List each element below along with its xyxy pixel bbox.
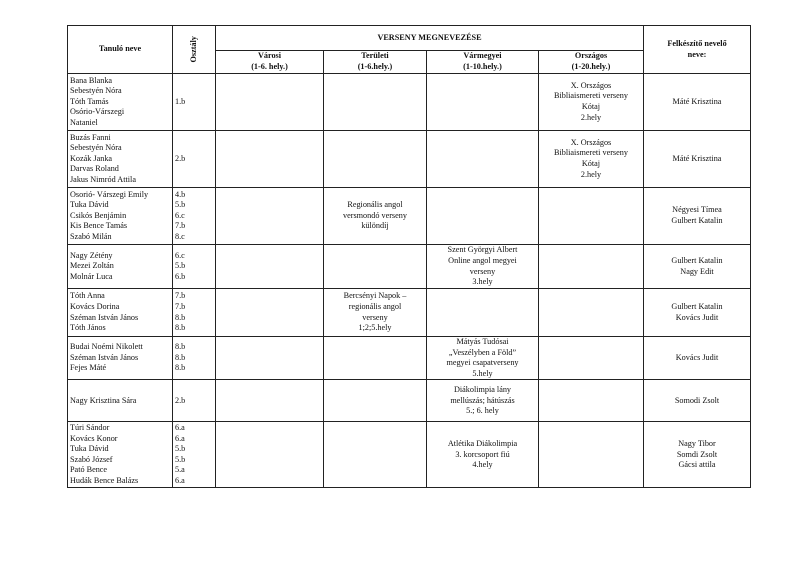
- table-row: [68, 74, 751, 131]
- teruleti-result-cell: [324, 289, 427, 337]
- orszagos-result-cell: [539, 337, 644, 380]
- cell-text-line: Kovács Judit: [675, 312, 719, 322]
- teacher-names-cell: [644, 380, 751, 422]
- cell-text-line: 1.b: [175, 96, 186, 106]
- cell-text-line: Tóth Anna: [70, 291, 105, 301]
- class-cell: [173, 188, 216, 245]
- cell-text-line: 4.hely: [472, 460, 493, 470]
- cell-text-line: Online angol megyei: [448, 255, 517, 265]
- cell-text-line: Kovács Dorina: [70, 301, 120, 311]
- varmegyei-result-cell: [427, 337, 539, 380]
- cell-text-line: Somdi Zsolt: [676, 449, 718, 459]
- orszagos-result-cell: [539, 74, 644, 131]
- cell-text-line: 8.b: [175, 363, 186, 373]
- cell-text-line: X. Országos: [570, 80, 612, 90]
- cell-text-line: regionális angol: [348, 301, 402, 311]
- cell-text-line: Kótaj: [581, 102, 601, 111]
- cell-text-line: 7.b: [175, 291, 186, 301]
- cell-text-line: Somodi Zsolt: [674, 395, 720, 405]
- varosi-result-cell: [216, 422, 324, 488]
- cell-text-line: Regionális angol: [347, 200, 403, 210]
- teruleti-result-cell: [324, 245, 427, 289]
- cell-text-line: versmondó verseny: [343, 210, 407, 220]
- cell-text-line: Nagy Tibor: [678, 438, 716, 448]
- cell-text-line: különdíj: [361, 221, 389, 231]
- cell-text-line: 6.a: [175, 433, 185, 443]
- class-cell: [173, 131, 216, 188]
- cell-text-line: 6.a: [175, 423, 185, 433]
- student-names-cell: [68, 422, 173, 488]
- cell-text-line: Diákolimpia lány: [453, 384, 512, 394]
- orszagos-result-cell: [539, 188, 644, 245]
- cell-text-line: 5.hely: [472, 368, 493, 378]
- cell-text-line: 8.b: [175, 323, 186, 333]
- cell-text-line: Nagy Zétény: [70, 250, 113, 260]
- cell-text-line: Molnár Luca: [70, 271, 113, 281]
- teacher-names-cell: [644, 289, 751, 337]
- cell-text-line: Mezei Zoltán: [70, 261, 114, 271]
- table-body: [68, 74, 751, 488]
- teacher-names-cell: [644, 337, 751, 380]
- cell-text-line: 5.; 6. hely: [466, 406, 499, 416]
- cell-text-line: megyei csapatverseny: [446, 358, 519, 368]
- orszagos-result-cell: [539, 380, 644, 422]
- cell-text-line: Pató Bence: [70, 465, 108, 475]
- cell-text-line: 8.c: [175, 231, 185, 241]
- cell-text-line: mellúszás; hátúszás: [450, 395, 515, 405]
- cell-text-line: Négyesi Tímea: [672, 205, 722, 215]
- cell-text-line: 6.a: [175, 476, 185, 486]
- table-row: [68, 131, 751, 188]
- cell-text-line: Kovács Judit: [675, 352, 719, 362]
- cell-text-line: 8.b: [175, 312, 186, 322]
- cell-text-line: 5.b: [175, 261, 186, 271]
- teruleti-result-cell: [324, 74, 427, 131]
- cell-text-line: Gulbert Katalin: [671, 216, 723, 225]
- cell-text-line: 6.c: [175, 210, 185, 220]
- cell-text-line: 3. korcsoport fiú: [455, 449, 510, 459]
- cell-text-line: 3.hely: [472, 277, 493, 287]
- cell-text-line: Csikós Benjámin: [70, 210, 127, 220]
- varmegyei-result-cell: [427, 422, 539, 488]
- student-names-cell: [68, 74, 173, 131]
- cell-text-line: Gulbert Katalin: [671, 255, 723, 265]
- class-header: [173, 26, 216, 74]
- cell-text-line: 5.b: [175, 444, 186, 454]
- teacher-names-cell: [644, 422, 751, 488]
- orszagos-result-cell: [539, 289, 644, 337]
- varmegyei-result-cell: [427, 131, 539, 188]
- cell-text-line: Budai Noémi Nikolett: [70, 342, 143, 352]
- student-names-cell: [68, 245, 173, 289]
- level-header-varosi: Városi (1-6. hely.): [216, 51, 324, 74]
- table-row: [68, 337, 751, 380]
- cell-text-line: 2.b: [175, 153, 186, 163]
- varmegyei-result-cell: [427, 74, 539, 131]
- teruleti-result-cell: [324, 188, 427, 245]
- cell-text-line: 2.hely: [580, 169, 602, 179]
- varosi-result-cell: [216, 337, 324, 380]
- cell-text-line: Buzás Fanni: [70, 132, 111, 142]
- cell-text-line: 5.a: [175, 465, 185, 475]
- table-row: [68, 188, 751, 245]
- cell-text-line: Kovács Konor: [70, 433, 118, 443]
- cell-text-line: 2.hely: [580, 112, 602, 122]
- student-name-header: Tanuló neve: [68, 26, 173, 74]
- cell-text-line: „Veszélyben a Föld”: [448, 347, 517, 357]
- cell-text-line: Nataniel: [70, 117, 98, 127]
- cell-text-line: Hudák Bence Balázs: [70, 476, 139, 486]
- cell-text-line: Szabó Milán: [70, 231, 112, 241]
- teacher-names-cell: [644, 188, 751, 245]
- cell-text-line: 4.b: [175, 189, 186, 199]
- varmegyei-result-cell: [427, 245, 539, 289]
- cell-text-line: 5.b: [175, 454, 186, 464]
- student-names-cell: [68, 289, 173, 337]
- cell-text-line: Tuka Dávid: [70, 444, 109, 454]
- level-header-orszagos: Országos (1-20.hely.): [539, 51, 644, 74]
- table-row: [68, 380, 751, 422]
- class-cell: [173, 337, 216, 380]
- cell-text-line: Nagy Krisztina Sára: [70, 395, 137, 405]
- cell-text-line: Széman István János: [70, 352, 139, 362]
- table-row: [68, 245, 751, 289]
- level-header-teruleti: Területi (1-6.hely.): [324, 51, 427, 74]
- varosi-result-cell: [216, 245, 324, 289]
- student-names-cell: [68, 380, 173, 422]
- cell-text-line: 2.b: [175, 395, 186, 405]
- teacher-names-cell: [644, 131, 751, 188]
- student-names-cell: [68, 337, 173, 380]
- teruleti-result-cell: [324, 422, 427, 488]
- cell-text-line: 6.b: [175, 271, 186, 281]
- teruleti-result-cell: [324, 380, 427, 422]
- cell-text-line: 1;2;5.hely: [358, 323, 392, 333]
- class-header-text: Osztály: [188, 36, 198, 63]
- cell-text-line: Máté Krisztina: [672, 96, 722, 106]
- student-names-cell: [68, 188, 173, 245]
- results-table: [67, 25, 751, 488]
- cell-text-line: 8.b: [175, 352, 186, 362]
- orszagos-result-cell: [539, 245, 644, 289]
- cell-text-line: X. Országos: [570, 137, 612, 147]
- varmegyei-result-cell: [427, 188, 539, 245]
- cell-text-line: Nagy Edit: [680, 266, 714, 276]
- varosi-result-cell: [216, 74, 324, 131]
- varosi-result-cell: [216, 188, 324, 245]
- teacher-names-cell: [644, 74, 751, 131]
- class-cell: [173, 289, 216, 337]
- varmegyei-result-cell: [427, 289, 539, 337]
- teacher-names-cell: [644, 245, 751, 289]
- student-names-cell: [68, 131, 173, 188]
- varosi-result-cell: [216, 289, 324, 337]
- orszagos-result-cell: [539, 131, 644, 188]
- cell-text-line: Atlétika Diákolimpia: [447, 438, 518, 448]
- cell-text-line: Bana Blanka: [70, 75, 113, 85]
- cell-text-line: verseny: [362, 312, 388, 322]
- cell-text-line: Sebestyén Nóra: [70, 143, 122, 153]
- cell-text-line: Tóth Tamás: [70, 96, 109, 106]
- cell-text-line: Kótaj: [581, 159, 601, 168]
- cell-text-line: Jakus Nimród Attila: [70, 174, 136, 184]
- level-header-varmegyei: Vármegyei (1-10.hely.): [427, 51, 539, 74]
- cell-text-line: Bercsényi Napok –: [343, 291, 407, 301]
- cell-text-line: Kis Bence Tamás: [70, 221, 128, 231]
- cell-text-line: Túri Sándor: [70, 423, 110, 433]
- cell-text-line: Szabó József: [70, 454, 113, 464]
- cell-text-line: 7.b: [175, 301, 186, 311]
- teruleti-result-cell: [324, 337, 427, 380]
- table-row: [68, 422, 751, 488]
- cell-text-line: Bibliaismereti verseny: [554, 91, 628, 101]
- cell-text-line: verseny: [469, 266, 496, 276]
- cell-text-line: Kozák Janka: [70, 153, 113, 163]
- cell-text-line: 6.c: [175, 250, 185, 260]
- teacher-header: [644, 26, 751, 74]
- teruleti-result-cell: [324, 131, 427, 188]
- cell-text-line: 7.b: [175, 221, 186, 231]
- cell-text-line: Bibliaismereti verseny: [554, 148, 628, 158]
- cell-text-line: Tóth János: [70, 323, 106, 333]
- cell-text-line: Fejes Máté: [70, 363, 107, 373]
- orszagos-result-cell: [539, 422, 644, 488]
- teacher-header-text: Felkészítő nevelő neve:: [667, 38, 727, 59]
- competition-group-header: VERSENY MEGNEVEZÉSE: [216, 26, 644, 51]
- cell-text-line: 8.b: [175, 342, 186, 352]
- class-cell: [173, 74, 216, 131]
- cell-text-line: Tuka Dávid: [70, 200, 109, 210]
- cell-text-line: Máté Krisztina: [672, 153, 722, 163]
- table-row: [68, 289, 751, 337]
- cell-text-line: Gácsi attila: [678, 460, 716, 470]
- cell-text-line: Darvas Roland: [70, 164, 119, 174]
- cell-text-line: Sebestyén Nóra: [70, 86, 122, 96]
- varmegyei-result-cell: [427, 380, 539, 422]
- cell-text-line: Széman István János: [70, 312, 139, 322]
- varosi-result-cell: [216, 131, 324, 188]
- cell-text-line: 5.b: [175, 200, 186, 210]
- class-cell: [173, 245, 216, 289]
- cell-text-line: Mátyás Tudósai: [456, 337, 509, 346]
- class-cell: [173, 422, 216, 488]
- class-cell: [173, 380, 216, 422]
- cell-text-line: Szent Györgyi Albert: [447, 245, 518, 255]
- varosi-result-cell: [216, 380, 324, 422]
- cell-text-line: Gulbert Katalin: [671, 301, 723, 311]
- cell-text-line: Osório-Várszegi: [70, 107, 125, 117]
- cell-text-line: Osorió- Várszegi Emily: [70, 189, 149, 199]
